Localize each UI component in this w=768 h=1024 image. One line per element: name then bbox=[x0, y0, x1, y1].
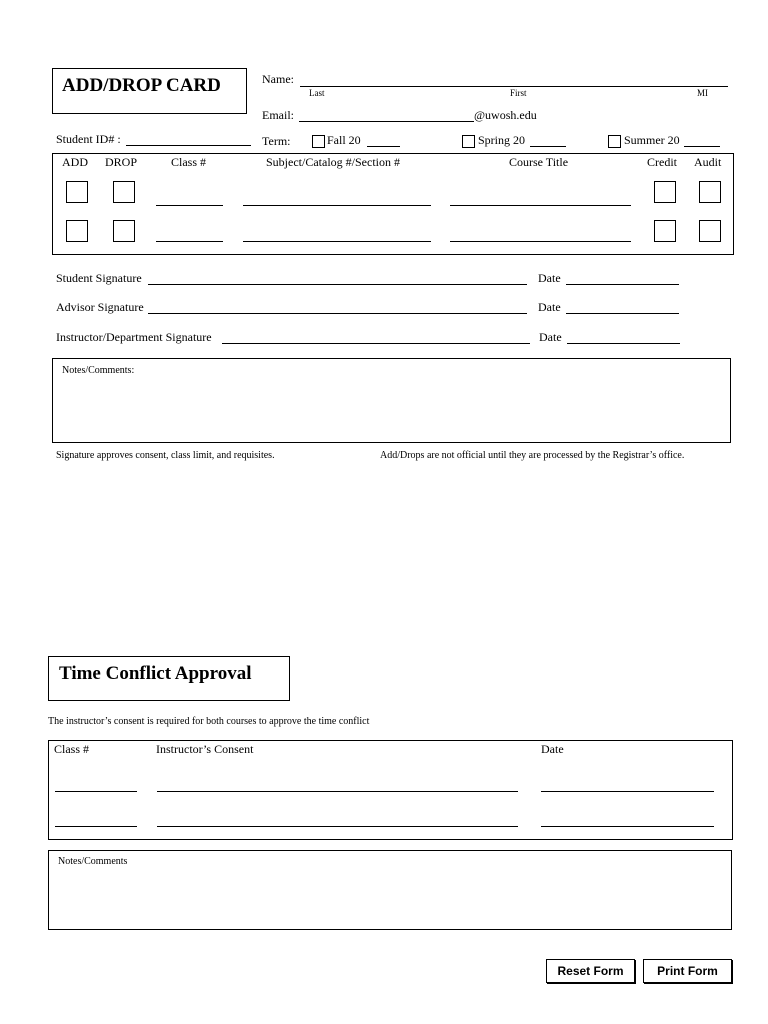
time-conflict-table bbox=[48, 740, 733, 840]
advisor-signature-field[interactable] bbox=[148, 313, 527, 314]
first-name-caption: First bbox=[510, 88, 527, 98]
row2-course-title-field[interactable] bbox=[450, 241, 631, 242]
row2-class-field[interactable] bbox=[156, 241, 223, 242]
tc-row2-class-field[interactable] bbox=[55, 826, 137, 827]
fall-year-field[interactable] bbox=[367, 146, 400, 147]
advisor-date-field[interactable] bbox=[566, 313, 679, 314]
col-header-add: ADD bbox=[62, 155, 88, 169]
term-label: Term: bbox=[262, 134, 291, 148]
col-header-class: Class # bbox=[171, 155, 207, 169]
fall-label: Fall 20 bbox=[327, 133, 361, 147]
student-signature-field[interactable] bbox=[148, 284, 527, 285]
middle-initial-caption: MI bbox=[697, 88, 708, 98]
row1-course-title-field[interactable] bbox=[450, 205, 631, 206]
tc-consent-header: Instructor’s Consent bbox=[156, 742, 254, 756]
col-header-drop: DROP bbox=[105, 155, 138, 169]
instructor-date-label: Date bbox=[539, 330, 562, 344]
row1-audit-checkbox[interactable] bbox=[699, 181, 721, 203]
tc-row1-date-field[interactable] bbox=[541, 791, 714, 792]
student-id-field[interactable] bbox=[126, 145, 251, 146]
fall-checkbox[interactable] bbox=[312, 135, 325, 148]
row2-credit-checkbox[interactable] bbox=[654, 220, 676, 242]
spring-checkbox[interactable] bbox=[462, 135, 475, 148]
col-header-subject: Subject/Catalog #/Section # bbox=[266, 155, 400, 169]
spring-label: Spring 20 bbox=[478, 133, 526, 147]
tc-notes-comments-box[interactable] bbox=[48, 850, 732, 930]
email-label: Email: bbox=[262, 108, 294, 122]
tc-row2-date-field[interactable] bbox=[541, 826, 714, 827]
spring-year-field[interactable] bbox=[530, 146, 566, 147]
advisor-date-label: Date bbox=[538, 300, 561, 314]
page-title: ADD/DROP CARD bbox=[62, 75, 221, 96]
student-date-field[interactable] bbox=[566, 284, 679, 285]
row1-credit-checkbox[interactable] bbox=[654, 181, 676, 203]
time-conflict-title: Time Conflict Approval bbox=[59, 663, 252, 684]
row1-class-field[interactable] bbox=[156, 205, 223, 206]
summer-label: Summer 20 bbox=[624, 133, 680, 147]
email-domain: @uwosh.edu bbox=[474, 108, 537, 122]
print-form-button[interactable]: Print Form bbox=[643, 959, 732, 983]
tc-row1-class-field[interactable] bbox=[55, 791, 137, 792]
row2-audit-checkbox[interactable] bbox=[699, 220, 721, 242]
tc-date-header: Date bbox=[541, 742, 564, 756]
name-field[interactable] bbox=[300, 86, 728, 87]
student-id-label: Student ID# : bbox=[56, 132, 121, 146]
row2-add-checkbox[interactable] bbox=[66, 220, 88, 242]
row2-drop-checkbox[interactable] bbox=[113, 220, 135, 242]
tc-row1-consent-field[interactable] bbox=[157, 791, 518, 792]
col-header-audit: Audit bbox=[694, 155, 722, 169]
col-header-credit: Credit bbox=[647, 155, 677, 169]
advisor-signature-label: Advisor Signature bbox=[56, 300, 144, 314]
instructor-signature-field[interactable] bbox=[222, 343, 530, 344]
last-name-caption: Last bbox=[309, 88, 325, 98]
col-header-course-title: Course Title bbox=[509, 155, 569, 169]
instructor-signature-label: Instructor/Department Signature bbox=[56, 330, 212, 344]
tc-row2-consent-field[interactable] bbox=[157, 826, 518, 827]
tc-class-header: Class # bbox=[54, 742, 90, 756]
student-date-label: Date bbox=[538, 271, 561, 285]
registrar-footnote: Add/Drops are not official until they are processed by the Registrar’s office. bbox=[380, 450, 685, 461]
instructor-date-field[interactable] bbox=[567, 343, 680, 344]
email-field[interactable] bbox=[299, 121, 474, 122]
row2-subject-field[interactable] bbox=[243, 241, 431, 242]
student-signature-label: Student Signature bbox=[56, 271, 142, 285]
notes-comments-box[interactable] bbox=[52, 358, 731, 443]
row1-subject-field[interactable] bbox=[243, 205, 431, 206]
notes-comments-label: Notes/Comments: bbox=[62, 365, 135, 376]
summer-checkbox[interactable] bbox=[608, 135, 621, 148]
name-label: Name: bbox=[262, 72, 294, 86]
row1-drop-checkbox[interactable] bbox=[113, 181, 135, 203]
reset-form-button[interactable]: Reset Form bbox=[546, 959, 635, 983]
row1-add-checkbox[interactable] bbox=[66, 181, 88, 203]
consent-footnote: Signature approves consent, class limit, and requisites. bbox=[56, 450, 275, 461]
time-conflict-instructions: The instructor’s consent is required for both courses to approve the time conflict bbox=[48, 716, 370, 727]
tc-notes-comments-label: Notes/Comments bbox=[58, 856, 128, 867]
summer-year-field[interactable] bbox=[684, 146, 720, 147]
